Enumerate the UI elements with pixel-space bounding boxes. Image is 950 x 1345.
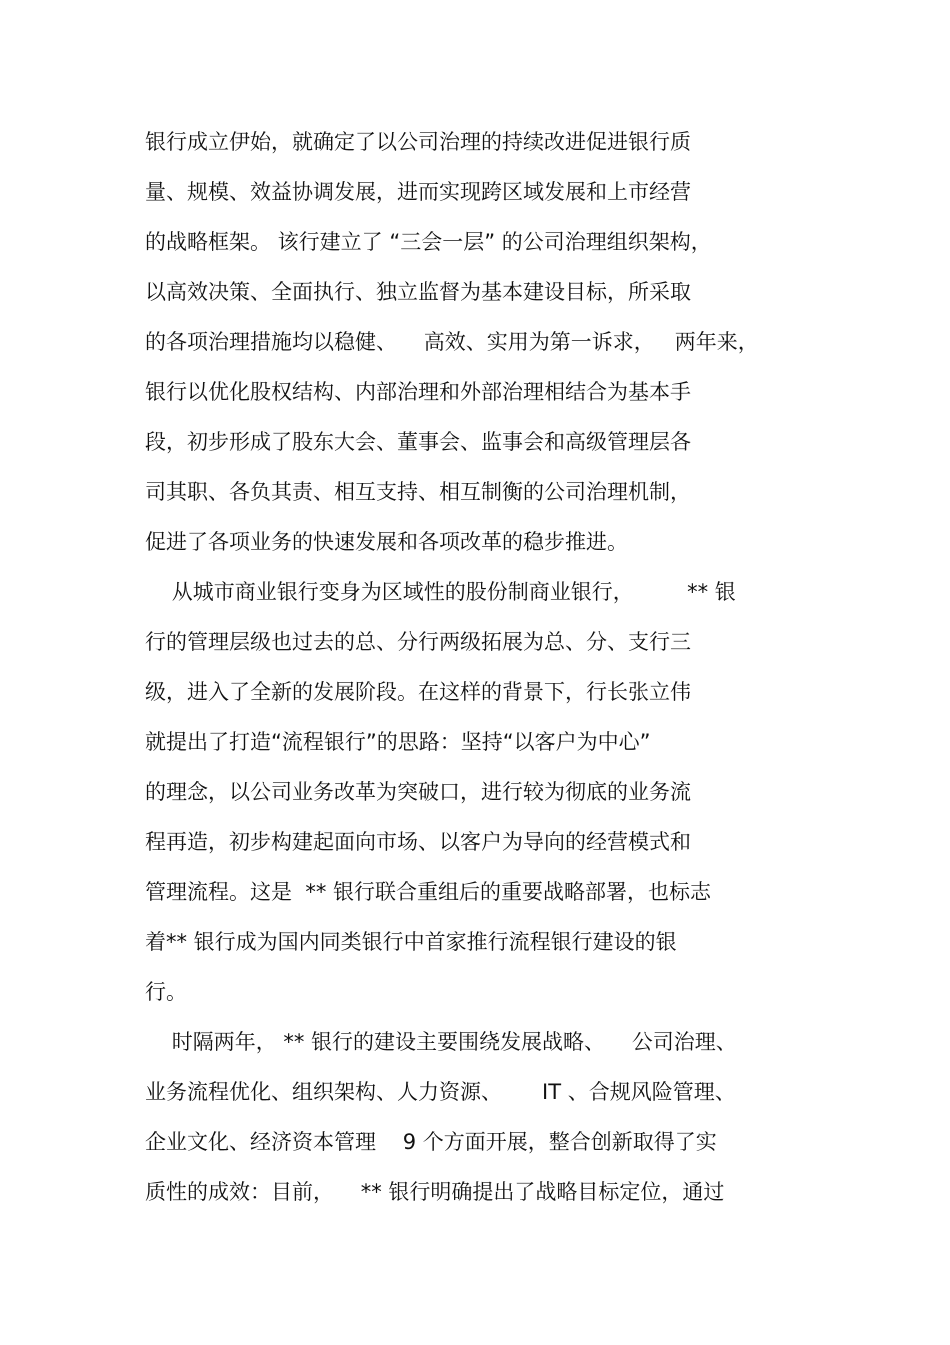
text-line: 的战略框架。 该行建立了 “三会一层” 的公司治理组织架构， [145,230,712,254]
text-line: 程再造，初步构建起面向市场、以客户为导向的经营模式和 [145,830,691,854]
text-line: 以高效决策、全面执行、独立监督为基本建设目标，所采取 [145,280,691,304]
text-line: 银行成立伊始，就确定了以公司治理的持续改进促进银行质 [145,130,691,154]
text-line: 企业文化、经济资本管理 9 个方面开展，整合创新取得了实 [145,1130,717,1154]
text-line: 量、规模、效益协调发展，进而实现跨区域发展和上市经营 [145,180,691,204]
text-line: 就提出了打造“流程银行”的思路：坚持“以客户为中心” [145,730,651,754]
text-line: 行。 [145,980,187,1004]
text-line: 级，进入了全新的发展阶段。在这样的背景下，行长张立伟 [145,680,691,704]
text-line: 促进了各项业务的快速发展和各项改革的稳步推进。 [145,530,628,554]
text-line: 质性的成效：目前， ** 银行明确提出了战略目标定位，通过 [145,1180,725,1204]
text-line: 从城市商业银行变身为区域性的股份制商业银行， ** 银 [145,580,736,604]
text-line: 的理念，以公司业务改革为突破口，进行较为彻底的业务流 [145,780,691,804]
text-line: 银行以优化股权结构、内部治理和外部治理相结合为基本手 [145,380,691,404]
text-line: 司其职、各负其责、相互支持、相互制衡的公司治理机制， [145,480,691,504]
text-line: 业务流程优化、组织架构、人力资源、 IT 、合规风险管理、 [145,1080,736,1104]
text-line: 管理流程。这是 ** 银行联合重组后的重要战略部署，也标志 [145,880,712,904]
text-line: 的各项治理措施均以稳健、 高效、实用为第一诉求， 两年来， [145,330,759,354]
text-line: 行的管理层级也过去的总、分行两级拓展为总、分、支行三 [145,630,691,654]
text-line: 段，初步形成了股东大会、董事会、监事会和高级管理层各 [145,430,691,454]
text-line: 时隔两年， ** 银行的建设主要围绕发展战略、 公司治理、 [145,1030,737,1054]
text-line: 着** 银行成为国内同类银行中首家推行流程银行建设的银 [145,930,677,954]
